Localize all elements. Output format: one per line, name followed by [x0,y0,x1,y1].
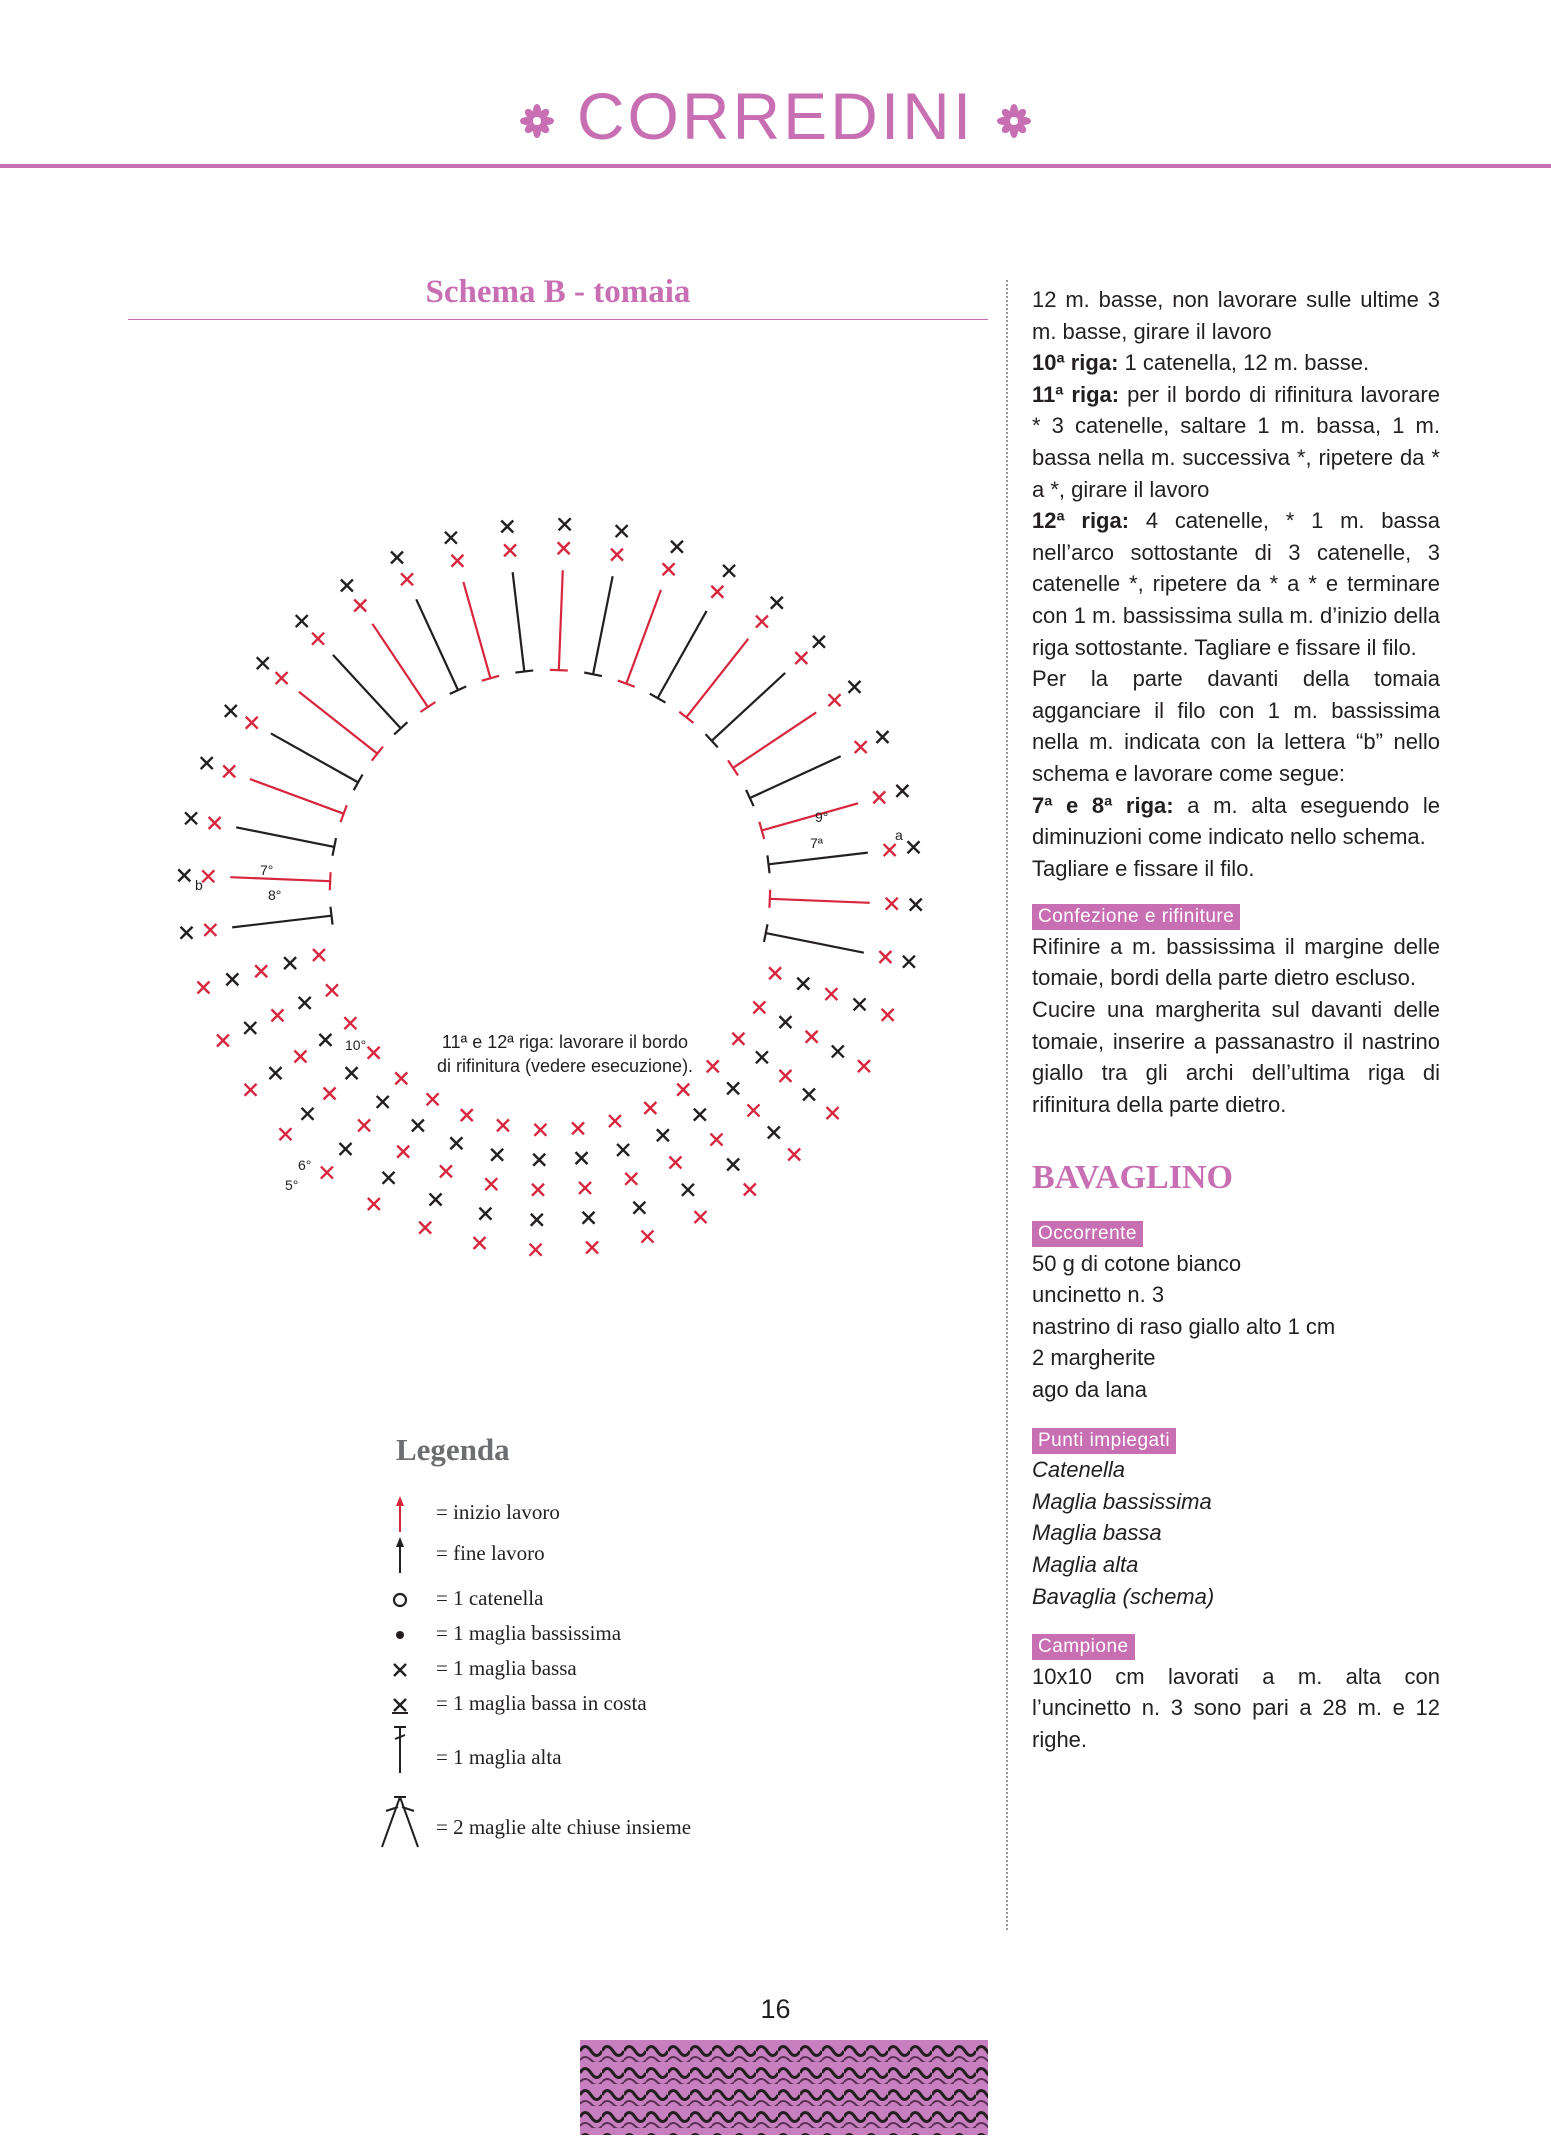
stitch-cross [244,1022,256,1034]
list-item: uncinetto n. 3 [1032,1282,1165,1308]
stitch-tall [658,611,707,698]
stitch-cross [340,1143,352,1155]
stitch-cross [744,1183,756,1195]
stitch-cross [346,1067,358,1079]
stitch-cross [910,899,922,911]
stitch-cross [358,1119,370,1131]
row-label: 11ª riga: [1032,381,1120,407]
list-item: 50 g di cotone bianco [1032,1250,1242,1276]
stitch-cross [319,1034,331,1046]
stitch-cross [617,1144,629,1156]
stitch-cross [795,652,807,664]
stitch-bar [420,702,435,712]
row-text: 4 catenelle, * 1 m. bassa nell’arco sottostante di 3 catenelle, 3 catenelle *, ripetere da * a * e terminare con 1 m. bassissima sulla m. d’inizio della riga sottostante. Tagliare e fissare il filo. [1032,508,1441,660]
stitch-cross [710,1134,722,1146]
stitch-cross [368,1047,380,1059]
stitch-tall [250,779,344,814]
stitch-cross [886,898,898,910]
stitch-bar [550,670,568,671]
row12-paragraph [1032,505,1440,663]
stitch-cross [440,1165,452,1177]
occorrente-tag: Occorrente [1032,1221,1143,1247]
stitch-cross [197,981,209,993]
stitch-cross [530,1244,542,1256]
stitch-cross [896,785,908,797]
legend-label: = 1 catenella [436,1586,544,1610]
stitch-tall [416,599,458,690]
stitch-cross [326,984,338,996]
cut-text: Tagliare e fissare il filo. [1032,855,1255,881]
stitch-cross [377,1096,389,1108]
diagram-note-line: 11ª e 12ª riga: lavorare il bordo [441,1032,689,1052]
mark-label: 9° [815,809,829,825]
stitch-cross [779,1016,791,1028]
schema-title: Schema B - tomaia [425,274,691,310]
stitch-bar [650,694,666,703]
stitch-tall [626,590,661,684]
stitch-cross [383,1172,395,1184]
stitch-bar [354,775,363,791]
stitch-cross [474,1237,486,1249]
row10-paragraph [1032,347,1440,379]
legend-label: = inizio lavoro [436,1500,560,1524]
crochet-diagram [150,420,950,1360]
stitch-cross [491,1149,503,1161]
stitch-cross [813,636,825,648]
list-item: Maglia bassa [1032,1520,1162,1546]
stitch-bar [450,686,466,694]
stitch-cross [279,1128,291,1140]
header-title: CORREDINI [576,79,975,153]
stitch-cross [769,967,781,979]
mark-label: 10° [345,1037,367,1053]
confezione-text: Cucire una margherita sul davanti delle tomaie, inserire a passanastro il nastrino giallo tra gli archi dell’ultima riga di rifinitura della parte dietro. [1032,997,1440,1117]
stitch-cross [397,1146,409,1158]
legend-label: = fine lavoro [436,1541,545,1565]
legend-title: Legenda [396,1432,510,1467]
stitch-bar [746,790,754,806]
stitch-cross [711,586,723,598]
list-item: Maglia bassissima [1032,1488,1212,1514]
stitch-cross [391,552,403,564]
stitch-cross [576,1152,588,1164]
stitch-cross [572,1122,584,1134]
stitch-cross [829,694,841,706]
stitch-cross [884,844,896,856]
stitch-tall [299,692,377,754]
stitch-cross [694,1109,706,1121]
stitch-cross [246,717,258,729]
stitch-cross [181,927,193,939]
row11-paragraph [1032,379,1440,505]
stitch-cross [771,597,783,609]
stitch-cross [732,1033,744,1045]
intro-text: 12 m. basse, non lavorare sulle ultime 3 m. basse, girare il lavoro [1032,287,1440,344]
stitch-cross [797,978,809,990]
legend-label: = 2 maglie alte chiuse insieme [436,1815,692,1839]
stitch-cross [299,997,311,1009]
stitch-cross [579,1182,591,1194]
campione-tag: Campione [1032,1634,1135,1660]
stitch-cross [611,549,623,561]
stitch-cross [451,555,463,567]
stitch-cross [694,1211,706,1223]
header-divider [0,164,1551,168]
mark-label: 8° [268,887,282,903]
mark-label: 6° [298,1157,312,1173]
diagram-note [405,1030,725,1078]
stitch-cross [873,791,885,803]
stitch-cross [583,1212,595,1224]
stitch-cross [269,1067,281,1079]
stitch-cross [185,812,197,824]
stitch-cross [531,1214,543,1226]
stitch-tall [333,655,401,728]
stitch-bar [728,760,738,775]
stitch-tall [766,933,864,953]
stitch-cross [427,1093,439,1105]
stitch-tall [559,570,563,670]
stitch-cross [485,1178,497,1190]
stitch-cross [271,1009,283,1021]
stitch-cross [788,1149,800,1161]
bavaglino-heading: BAVAGLINO [1032,1159,1233,1197]
stitch-cross [858,1060,870,1072]
legend-label: = 1 maglia alta [436,1745,562,1769]
stitch-cross [450,1137,462,1149]
stitch-cross [202,870,214,882]
stitch-cross [827,1107,839,1119]
stitch-tall [733,712,816,767]
campione-text: 10x10 cm lavorati a m. alta con l’uncinetto n. 3 sono pari a 28 m. e 12 righe. [1032,1663,1440,1752]
stitch-cross [504,544,516,556]
stitch-cross [302,1108,314,1120]
stitch-cross [832,1045,844,1057]
stitch-cross [747,1104,759,1116]
stitch-tall [593,576,613,674]
stitch-cross [876,731,888,743]
stitch-cross [657,1129,669,1141]
stitch-cross [461,1109,473,1121]
row78-paragraph [1032,790,1440,853]
stitch-cross [225,705,237,717]
stitch-cross [625,1173,637,1185]
stitch-cross [178,869,190,881]
list-item: Catenella [1032,1457,1125,1483]
stitch-cross [257,657,269,669]
stitch-cross [854,998,866,1010]
stitch-cross [534,1124,546,1136]
list-item: Maglia alta [1032,1551,1139,1577]
flower-icon [996,78,1032,154]
schema-divider [128,319,988,320]
stitch-cross [412,1119,424,1131]
stitch-cross [907,841,919,853]
stitch-bar [515,670,533,672]
stitch-tall [236,827,334,847]
stitch-cross [226,973,238,985]
stitch-cross [644,1102,656,1114]
legend-label: = 1 maglia bassa in costa [436,1691,647,1715]
stitch-cross [354,599,366,611]
stitch-cross [201,757,213,769]
stitch-cross [430,1194,442,1206]
confezione-text: Rifinire a m. bassissima il margine delle tomaie, bordi della parte dietro escluso. [1032,933,1440,991]
stitch-tall [232,916,331,928]
stitch-cross [532,1184,544,1196]
stitch-cross [223,765,235,777]
row-label: 12ª riga: [1032,508,1130,534]
stitch-cross [616,525,628,537]
stitch-cross [217,1034,229,1046]
stitch-cross [633,1202,645,1214]
list-item: 2 margherite [1032,1345,1156,1371]
stitch-bar [679,712,693,723]
decrease-icon [372,1791,428,1851]
stitch-tall [463,582,490,678]
stitch-bar [767,855,769,873]
stitch-cross [855,741,867,753]
list-item: nastrino di raso giallo alto 1 cm [1032,1313,1336,1339]
stitch-cross [445,532,457,544]
stitch-cross [312,633,324,645]
mark-label: 7ª [810,835,823,851]
punti-tag: Punti impiegati [1032,1428,1176,1454]
crochet-chart-svg [150,420,950,1360]
stitch-cross [756,1051,768,1063]
diagram-note-line: di rifinitura (vedere esecuzione). [436,1056,694,1076]
stitch-cross [768,1126,780,1138]
stitch-cross [204,924,216,936]
column-divider [1006,280,1008,1930]
mark-label: 5° [285,1177,299,1193]
stitch-cross [848,681,860,693]
stitch-cross [559,518,571,530]
stitch-tall [750,756,841,798]
legend-label: = 1 maglia bassa [436,1656,577,1680]
flower-icon [519,78,555,154]
stitch-bar [330,907,332,925]
page-header [0,78,1551,160]
page-number: 16 [760,1994,791,2024]
stitch-cross [803,1088,815,1100]
stitch-cross [341,580,353,592]
stitch-cross [641,1231,653,1243]
stitch-tall [230,877,330,881]
stitch-cross [753,1001,765,1013]
stitch-cross [344,1017,356,1029]
confezione-tag: Confezione e rifiniture [1032,904,1240,930]
list-item: Bavaglia (schema) [1032,1583,1215,1609]
stitch-tall [271,733,358,782]
stitch-cross [296,615,308,627]
list-item: ago da lana [1032,1377,1147,1402]
double-crochet-icon [372,1719,428,1779]
stitch-cross [723,565,735,577]
stitch-bar [330,872,331,890]
row-label: 10ª riga: [1032,350,1119,376]
stitch-cross [727,1082,739,1094]
stitch-tall [762,803,858,830]
stitch-cross [313,949,325,961]
stitch-bar [372,747,383,761]
stitch-cross [825,988,837,1000]
legend-label: = 1 maglia bassissima [436,1621,622,1645]
stitch-cross [419,1222,431,1234]
stitch-cross [324,1087,336,1099]
stitch-bar [769,890,770,908]
stitch-cross [209,817,221,829]
stitch-cross [321,1167,333,1179]
stitch-cross [779,1070,791,1082]
stitch-cross [682,1184,694,1196]
stitch-cross [756,616,768,628]
stitch-tall [768,853,867,865]
stitch-cross [479,1208,491,1220]
row-text: a m. alta eseguendo le diminuzioni come indicato nello schema. [1032,792,1440,850]
stitch-cross [806,1031,818,1043]
stitch-cross [401,573,413,585]
mark-label: 7° [260,862,274,878]
row-text: 1 catenella, 12 m. basse. [1118,350,1370,376]
stitch-cross [879,951,891,963]
stitch-tall [770,899,870,903]
stitch-cross [903,956,915,968]
stitch-cross [558,542,570,554]
mark-label: b [195,877,203,893]
stitch-cross [663,563,675,575]
stitch-tall [513,572,525,671]
stitch-tall [712,673,785,741]
crochet-photo [580,2040,988,2135]
row-label: 7ª e 8ª riga: [1032,792,1174,818]
stitch-tall [686,639,748,717]
instructions-column [1032,284,1440,1756]
stitch-cross [677,1084,689,1096]
stitch-cross [727,1159,739,1171]
stitch-cross [368,1198,380,1210]
stitch-cross [255,965,267,977]
stitch-cross [276,672,288,684]
stitch-cross [533,1154,545,1166]
stitch-cross [586,1242,598,1254]
stitch-cross [609,1115,621,1127]
front-paragraph: Per la parte davanti della tomaia agganciare il filo con 1 m. bassissima nella m. indicata con la lettera “b” nello schema e lavorare come segue: [1032,666,1440,786]
mark-label: a [895,827,903,843]
stitch-cross [497,1119,509,1131]
stitch-cross [669,1157,681,1169]
stitch-cross [501,521,513,533]
stitch-tall [372,624,427,707]
stitch-cross [284,957,296,969]
row-text: per il bordo di rifinitura lavorare * 3 catenelle, saltare 1 m. bassa, 1 m. bassa nella m. successiva *, ripetere da * a *, girare il lavoro [1032,381,1440,502]
stitch-cross [294,1050,306,1062]
stitch-cross [882,1009,894,1021]
stitch-cross [245,1084,257,1096]
stitch-cross [671,541,683,553]
